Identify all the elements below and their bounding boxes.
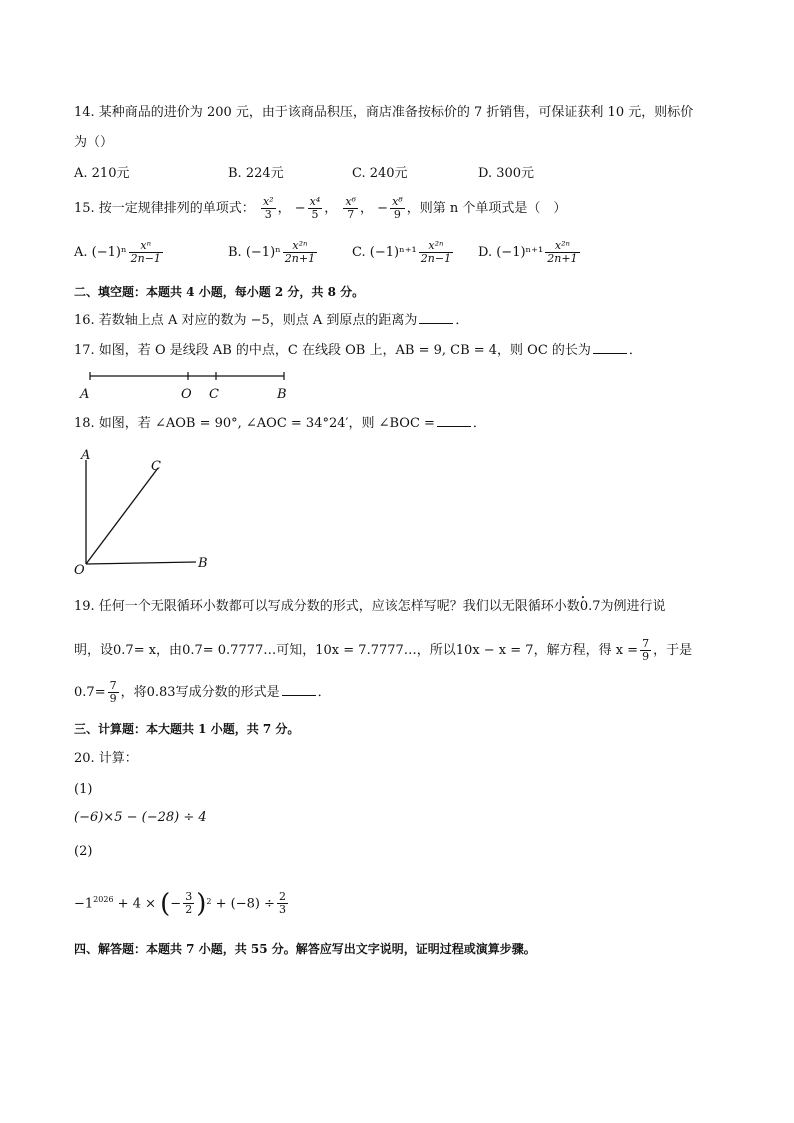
- q18: 18. 如图，若 ∠AOB = 90°, ∠AOC = 34°24′，则 ∠BOC = ．: [74, 416, 486, 431]
- q18-text: 18. 如图，若 ∠AOB = 90°, ∠AOC = 34°24′，则 ∠BOC =: [74, 416, 435, 431]
- q15-option-a: A. (−1)ⁿ $\frac{\text{xⁿ}}{2n-1}$: [74, 239, 161, 265]
- q15-term-1: $\frac{\text{x²}}{3}$: [262, 195, 274, 221]
- q15-option-c: C. (−1)ⁿ⁺¹ $\frac{\text{x²ⁿ}}{2n-1}$: [352, 239, 452, 265]
- section-2-heading: 二、填空题：本题共 4 小题，每小题 2 分，共 8 分。: [74, 285, 365, 299]
- q16-blank: [419, 313, 453, 324]
- q14-option-c: C. 240元: [352, 166, 408, 181]
- section-4-heading: 四、解答题：本题共 7 小题，共 55 分。解答应写出文字说明，证明过程或演算步骤。: [74, 942, 536, 956]
- q18-angle-figure: [72, 446, 222, 578]
- q15-term-4: − $\frac{\text{x⁸}}{9}$: [377, 195, 403, 221]
- q19-line1: 19. 任何一个无限循环小数都可以写成分数的形式，应该怎样写呢？我们以无限循环小数• 0.7为例进行说: [74, 598, 666, 616]
- label-o: O: [74, 563, 85, 578]
- q15-option-b: B. (−1)ⁿ $\frac{\text{x²ⁿ}}{2n+1}$: [228, 239, 316, 265]
- q14-option-a: A. 210元: [74, 166, 130, 181]
- q20-title: 20. 计算：: [74, 751, 138, 766]
- q14-option-b: B. 224元: [228, 166, 284, 181]
- q17-blank: [593, 343, 627, 354]
- q19-blank: [282, 685, 316, 696]
- repeating-decimal-2: 0.83: [146, 685, 176, 700]
- q17-text: 17. 如图，若 O 是线段 AB 的中点，C 在线段 OB 上，AB = 9, CB = 4，则 OC 的长为: [74, 343, 591, 358]
- q20-expr2: $-1^{2026} + 4$ × (− $\frac{3}{2}$ )$^2$ + (−8) ÷ $\frac{2}{3}$: [74, 888, 286, 919]
- repeating-decimal: • 0.7: [580, 598, 601, 616]
- section-3-heading: 三、计算题：本大题共 1 小题，共 7 分。: [74, 722, 300, 736]
- q20-part1-label: (1): [74, 782, 93, 797]
- label-b: B: [277, 387, 287, 402]
- q14-option-d: D. 300元: [478, 166, 535, 181]
- label-c: C: [209, 387, 219, 402]
- q18-blank: [437, 416, 471, 427]
- ray-ob: [86, 562, 196, 564]
- q14-line1: 14. 某种商品的进价为 200 元，由于该商品积压，商店准备按标价的 7 折销售，可保证获利 10 元，则标价: [74, 105, 694, 120]
- q16: 16. 若数轴上点 A 对应的数为 −5，则点 A 到原点的距离为 ．: [74, 313, 469, 328]
- q15-prefix: 15. 按一定规律排列的单项式：: [74, 201, 255, 216]
- q15-suffix: ，则第 n 个单项式是（ ）: [406, 201, 567, 216]
- label-a: A: [80, 387, 90, 402]
- label-b: B: [198, 556, 208, 571]
- q15-term-3: $\frac{\text{x⁶}}{7}$: [345, 195, 357, 221]
- ray-oc: [86, 468, 158, 564]
- q15-option-d: D. (−1)ⁿ⁺¹ $\frac{\text{x²ⁿ}}{2n+1}$: [478, 239, 578, 265]
- q15-stem: 15. 按一定规律排列的单项式： $\frac{\text{x²}}{3}$ ， − $\frac{\text{x⁴}}{5}$ ， $\frac{\text{x⁶}}{7}$ ， − $\frac{\text{x⁸}}{9}$ ，则第 n 个单项式是（ ）: [74, 195, 567, 221]
- q16-text: 16. 若数轴上点 A 对应的数为 −5，则点 A 到原点的距离为: [74, 313, 418, 328]
- q19-line2: 明，设0.7= x，由0.7= 0.7777…可知，10x = 7.7777…，所以10x − x = 7，解方程，得 x = $\frac{7}{9}$ ，于是: [74, 637, 693, 663]
- q17: 17. 如图，若 O 是线段 AB 的中点，C 在线段 OB 上，AB = 9, CB = 4，则 OC 的长为 ．: [74, 343, 642, 358]
- q20-part2-label: (2): [74, 844, 93, 859]
- label-c: C: [151, 459, 161, 474]
- q17-segment-figure: [74, 368, 304, 404]
- q20-expr1: (−6)×5 − (−28) ÷ 4: [74, 810, 207, 825]
- q19-line3: 0.7= $\frac{7}{9}$ ，将0.83写成分数的形式是 ．: [74, 679, 331, 705]
- label-a: A: [81, 448, 91, 463]
- label-o: O: [181, 387, 192, 402]
- q15-term-2: − $\frac{\text{x⁴}}{5}$: [294, 195, 321, 221]
- q14-line2: 为（）: [74, 135, 114, 150]
